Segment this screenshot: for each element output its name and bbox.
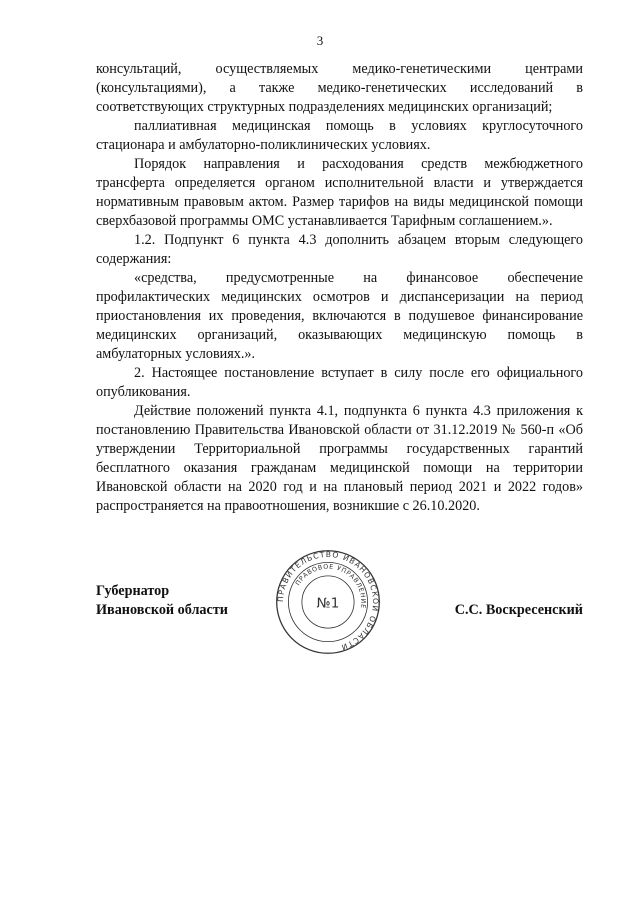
signatory-position-line1: Губернатор bbox=[96, 583, 170, 599]
document-body bbox=[96, 60, 583, 516]
seal-outer-text: ПРАВИТЕЛЬСТВО ИВАНОВСКОЙ ОБЛАСТИ bbox=[275, 549, 381, 653]
paragraph-item-1-2: 1.2. Подпункт 6 пункта 4.3 дополнить абзацем вторым следующего содержания: bbox=[96, 232, 583, 267]
paragraph-palliative-care: паллиативная медицинская помощь в условиях круглосуточного стационара и амбулаторно-поликлинических условиях. bbox=[96, 118, 583, 153]
paragraph-effect-clause: Действие положений пункта 4.1, подпункта 6 пункта 4.3 приложения к постановлению Правительства Ивановской области от 31.12.2019 № 560-п «Об утверждении Территориальной программы государственных гарантий бесплатного оказания гражданам медицинской помощи на территории Ивановской области на 2020 год и на плановый период 2021 и 2022 годов» распространяется на правоотношения, возникшие с 26.10.2020. bbox=[96, 403, 583, 514]
paragraph-transfer-procedure: Порядок направления и расходования средств межбюджетного трансферта определяется органом исполнительной власти и утверждается нормативным правовым актом. Размер тарифов на виды медицинской помощи сверхбазовой программы ОМС устанавливается Тарифным соглашением.». bbox=[96, 156, 583, 229]
signatory-position bbox=[96, 582, 228, 620]
seal-number: №1 bbox=[316, 595, 340, 612]
official-seal bbox=[274, 548, 382, 656]
signatory-name: С.С. Воскресенский bbox=[454, 602, 583, 618]
signatory-position-line2: Ивановской области bbox=[96, 602, 228, 618]
paragraph-quoted-addition: «средства, предусмотренные на финансовое обеспечение профилактических медицинских осмотров и диспансеризации на период приостановления их проведения, включаются в подушевое финансирование медицинских организаций, оказывающих медицинскую помощь в амбулаторных условиях.». bbox=[96, 270, 583, 362]
paragraph-continuation: консультаций, осуществляемых медико-генетическими центрами (консультациями), а также медико-генетических исследований в соответствующих структурных подразделениях медицинских организаций; bbox=[96, 61, 583, 115]
seal-inner-text: ПРАВОВОЕ УПРАВЛЕНИЕ bbox=[294, 563, 367, 610]
page-number: 3 bbox=[316, 33, 324, 48]
paragraph-item-2: 2. Настоящее постановление вступает в силу после его официального опубликования. bbox=[96, 365, 583, 400]
